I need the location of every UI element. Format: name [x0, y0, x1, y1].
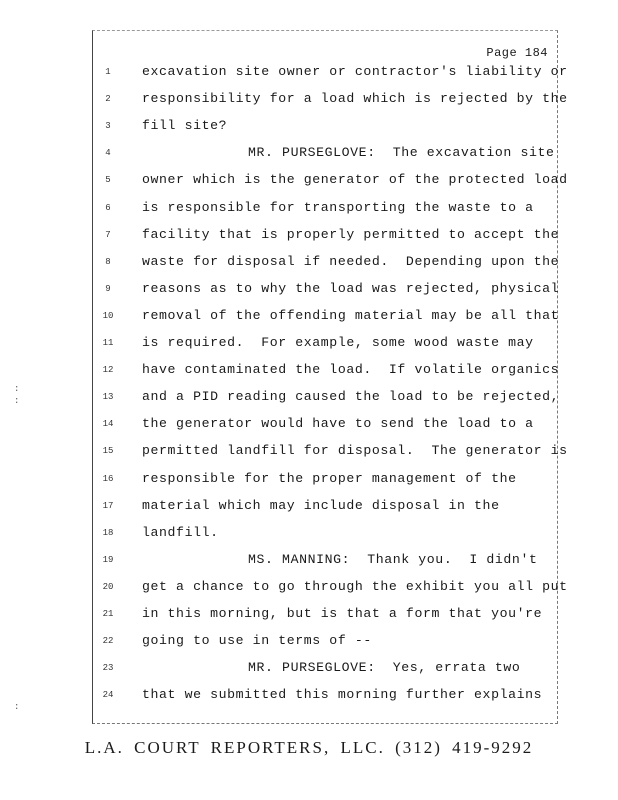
- transcript-line: removal of the offending material may be all that: [142, 307, 560, 323]
- line-number: 17: [102, 500, 114, 511]
- line-number: 24: [102, 690, 114, 701]
- line-number: 12: [102, 365, 114, 376]
- transcript-line: responsibility for a load which is rejected by the: [142, 91, 568, 107]
- margin-tick-mark: :: [14, 396, 20, 406]
- line-number: 10: [102, 310, 114, 321]
- court-reporter-footer: L.A. COURT REPORTERS, LLC. (312) 419-9292: [84, 738, 534, 757]
- transcript-line: material which may include disposal in the: [142, 497, 500, 513]
- transcript-line: MS. MANNING: Thank you. I didn't: [248, 551, 538, 567]
- line-number: 3: [105, 121, 111, 132]
- margin-tick-mark: :: [14, 384, 20, 394]
- line-number: 4: [105, 148, 111, 159]
- line-number: 1: [105, 67, 111, 77]
- transcript-line: get a chance to go through the exhibit you all put: [142, 578, 568, 594]
- line-number: 8: [105, 256, 111, 267]
- transcript-line: excavation site owner or contractor's liability or: [142, 64, 568, 79]
- line-number: 20: [102, 581, 114, 592]
- line-number: 22: [102, 636, 114, 647]
- transcript-line: that we submitted this morning further explains: [142, 687, 543, 703]
- margin-tick-mark: :: [14, 702, 20, 712]
- line-number: 15: [102, 446, 114, 457]
- line-number: 5: [105, 175, 111, 186]
- transcript-line: owner which is the generator of the protected load: [142, 172, 568, 188]
- transcript-line: waste for disposal if needed. Depending upon the: [142, 253, 560, 269]
- line-number: 21: [102, 609, 114, 619]
- transcript-line: have contaminated the load. If volatile organics: [142, 362, 560, 378]
- transcript-line: responsible for the proper management of the: [142, 470, 517, 486]
- transcript-line: permitted landfill for disposal. The generator is: [142, 443, 568, 459]
- transcript-line: the generator would have to send the load to a: [142, 416, 534, 432]
- line-number: 19: [102, 554, 114, 565]
- line-number: 6: [105, 202, 111, 213]
- line-number: 16: [102, 473, 114, 484]
- line-number: 9: [105, 283, 111, 294]
- page-number: Page 184: [486, 46, 548, 60]
- transcript-line: fill site?: [142, 118, 228, 134]
- transcript-line: reasons as to why the load was rejected, physical: [142, 280, 560, 296]
- line-number: 13: [102, 392, 114, 403]
- transcript-line: going to use in terms of --: [142, 633, 372, 649]
- line-number: 14: [102, 419, 114, 430]
- transcript-line: in this morning, but is that a form that you're: [142, 606, 543, 621]
- transcript-line: landfill.: [142, 524, 219, 540]
- line-number: 7: [105, 229, 111, 240]
- transcript-line: facility that is properly permitted to accept the: [142, 226, 560, 242]
- transcript-line: is required. For example, some wood waste may: [142, 335, 534, 350]
- transcript-line: MR. PURSEGLOVE: Yes, errata two: [248, 660, 521, 676]
- transcript-line: and a PID reading caused the load to be rejected,: [142, 389, 560, 405]
- transcript-line: MR. PURSEGLOVE: The excavation site: [248, 145, 555, 161]
- line-number: 18: [102, 527, 114, 538]
- line-number: 2: [105, 94, 111, 105]
- transcript-line: is responsible for transporting the waste to a: [142, 199, 534, 215]
- line-number: 11: [102, 338, 114, 348]
- line-number: 23: [102, 663, 114, 674]
